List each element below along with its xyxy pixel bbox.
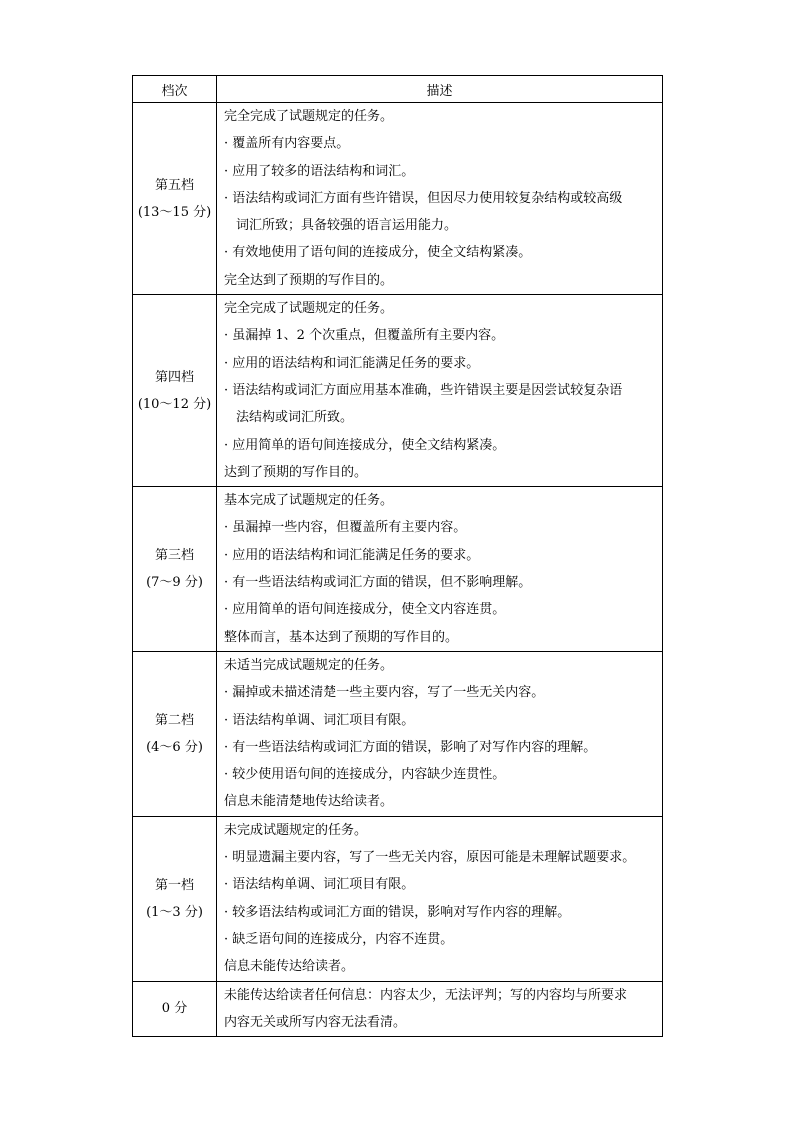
table-row	[133, 651, 663, 816]
description-line: · 语法结构单调、词汇项目有限。	[224, 877, 415, 893]
table-row	[133, 487, 663, 652]
grade-cell	[133, 487, 217, 652]
description-line: · 明显遗漏主要内容，写了一些无关内容，原因可能是未理解试题要求。	[224, 850, 636, 866]
grade-range: (13～15 分)	[137, 204, 212, 220]
description-line: · 缺乏语句间的连接成分，内容不连贯。	[224, 931, 454, 947]
description-cell	[217, 487, 663, 652]
grade-column-header: 档次	[133, 76, 217, 103]
description-line: 基本完成了试题规定的任务。	[224, 493, 394, 509]
table-row	[133, 981, 663, 1037]
description-line: 未能传达给读者任何信息：内容太少，无法评判；写的内容均与所要求	[224, 987, 628, 1003]
grade-range: (1～3 分)	[146, 904, 203, 920]
grade-cell	[133, 816, 217, 981]
description-column-header: 描述	[217, 76, 663, 103]
grade-cell	[133, 295, 217, 487]
description-line: 信息未能清楚地传达给读者。	[224, 794, 394, 810]
table-row	[133, 816, 663, 981]
grade-range: (7～9 分)	[146, 575, 203, 591]
grade-name: 第二档	[154, 712, 194, 728]
grade-range: (4～6 分)	[146, 739, 203, 755]
description-line: 达到了预期的写作目的。	[224, 464, 368, 480]
description-line: 未完成试题规定的任务。	[224, 822, 368, 838]
description-line: 信息未能传达给读者。	[224, 959, 355, 975]
description-line: · 语法结构单调、词汇项目有限。	[224, 712, 415, 728]
description-line: · 应用了较多的语法结构和词汇。	[224, 163, 415, 179]
grade-name: 第四档	[154, 369, 194, 385]
description-line: · 有一些语法结构或词汇方面的错误，影响了对写作内容的理解。	[224, 739, 597, 755]
description-line: · 应用的语法结构和词汇能满足任务的要求。	[224, 547, 480, 563]
scoring-rubric-table	[132, 75, 663, 1037]
description-cell	[217, 103, 663, 295]
grade-name: 第三档	[154, 548, 194, 564]
table-row	[133, 295, 663, 487]
description-line: 完全达到了预期的写作目的。	[224, 272, 394, 288]
description-cell	[217, 816, 663, 981]
description-line: · 应用的语法结构和词汇能满足任务的要求。	[224, 355, 480, 371]
description-line: · 有一些语法结构或词汇方面的错误，但不影响理解。	[224, 575, 532, 591]
description-line: · 语法结构或词汇方面应用基本准确，些许错误主要是因尝试较复杂语	[224, 382, 623, 398]
grade-cell	[133, 981, 217, 1037]
description-line: 整体而言，基本达到了预期的写作目的。	[224, 629, 459, 645]
description-line: · 语法结构或词汇方面有些许错误，但因尽力使用较复杂结构或较高级	[224, 190, 623, 206]
description-line: · 较少使用语句间的连接成分，内容缺少连贯性。	[224, 767, 506, 783]
description-line: 法结构或词汇所致。	[236, 410, 354, 426]
description-line: · 漏掉或未描述清楚一些主要内容，写了一些无关内容。	[224, 685, 545, 701]
grade-name: 第一档	[154, 877, 194, 893]
description-line: · 虽漏掉 1、2 个次重点，但覆盖所有主要内容。	[224, 328, 505, 344]
description-line: · 虽漏掉一些内容，但覆盖所有主要内容。	[224, 520, 467, 536]
description-line: 词汇所致；具备较强的语言运用能力。	[236, 218, 458, 234]
description-cell	[217, 295, 663, 487]
description-line: · 较多语法结构或词汇方面的错误，影响对写作内容的理解。	[224, 904, 571, 920]
description-line: · 应用简单的语句间连接成分，使全文结构紧凑。	[224, 437, 506, 453]
description-line: · 应用简单的语句间连接成分，使全文内容连贯。	[224, 602, 506, 618]
description-line: · 有效地使用了语句间的连接成分，使全文结构紧凑。	[224, 245, 532, 261]
grade-name: 第五档	[154, 177, 194, 193]
table-header-row	[133, 76, 663, 103]
grade-name: 0 分	[161, 1001, 188, 1017]
grade-cell	[133, 651, 217, 816]
table-row	[133, 103, 663, 295]
description-cell	[217, 981, 663, 1037]
grade-cell	[133, 103, 217, 295]
description-line: 完全完成了试题规定的任务。	[224, 301, 394, 317]
description-line: 未适当完成试题规定的任务。	[224, 657, 394, 673]
grade-range: (10～12 分)	[137, 396, 212, 412]
description-cell	[217, 651, 663, 816]
description-line: 内容无关或所写内容无法看清。	[224, 1014, 407, 1030]
description-line: 完全完成了试题规定的任务。	[224, 109, 394, 124]
description-line: · 覆盖所有内容要点。	[224, 136, 350, 152]
